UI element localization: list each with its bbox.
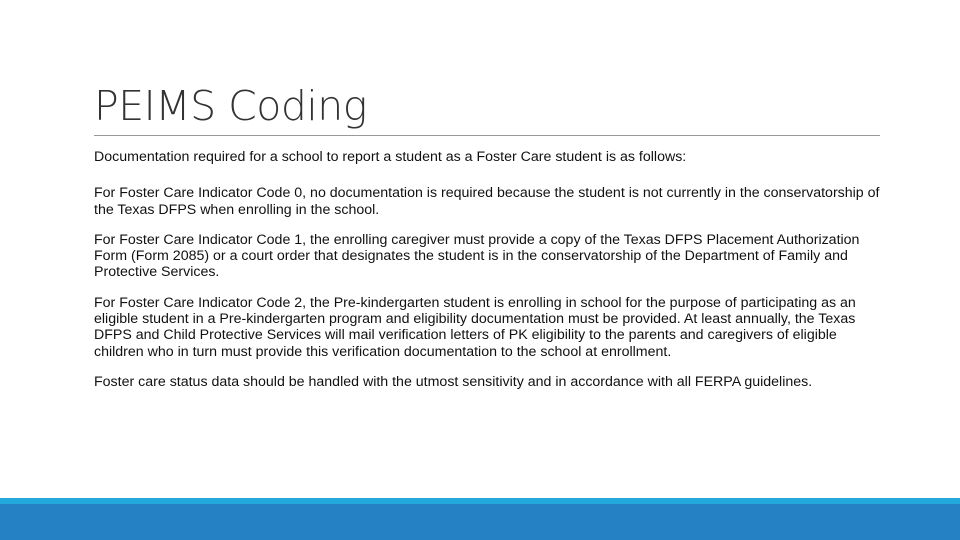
code-0-paragraph: For Foster Care Indicator Code 0, no documentation is required because the student is not currently in the conservatorship of the Texas DFPS when enrolling in the school. (94, 185, 880, 218)
code-2-paragraph: For Foster Care Indicator Code 2, the Pre-kindergarten student is enrolling in school for the purpose of participating as an eligible student in a Pre-kindergarten program and eligibility documentation must be provided. At least annually, the Texas DFPS and Child Protective Services will mail verification letters of PK eligibility to the parents and caregivers of eligible children who in turn must provide this verification documentation to the school at enrollment. (94, 294, 856, 360)
intro-paragraph: Documentation required for a school to report a student as a Foster Care student is as follows: (94, 149, 687, 165)
slide-body (94, 149, 884, 404)
code-1-paragraph: For Foster Care Indicator Code 1, the enrolling caregiver must provide a copy of the Texas DFPS Placement Authorization Form (Form 2085) or a court order that designates the student is in the conservatorship of the Department of Family and Protective Services. (94, 231, 860, 281)
title-divider (94, 135, 880, 136)
slide-title: PEIMS Coding (94, 82, 367, 130)
ferpa-paragraph: Foster care status data should be handled with the utmost sensitivity and in accordance with all FERPA guidelines. (94, 373, 813, 390)
footer-bar (0, 504, 960, 540)
